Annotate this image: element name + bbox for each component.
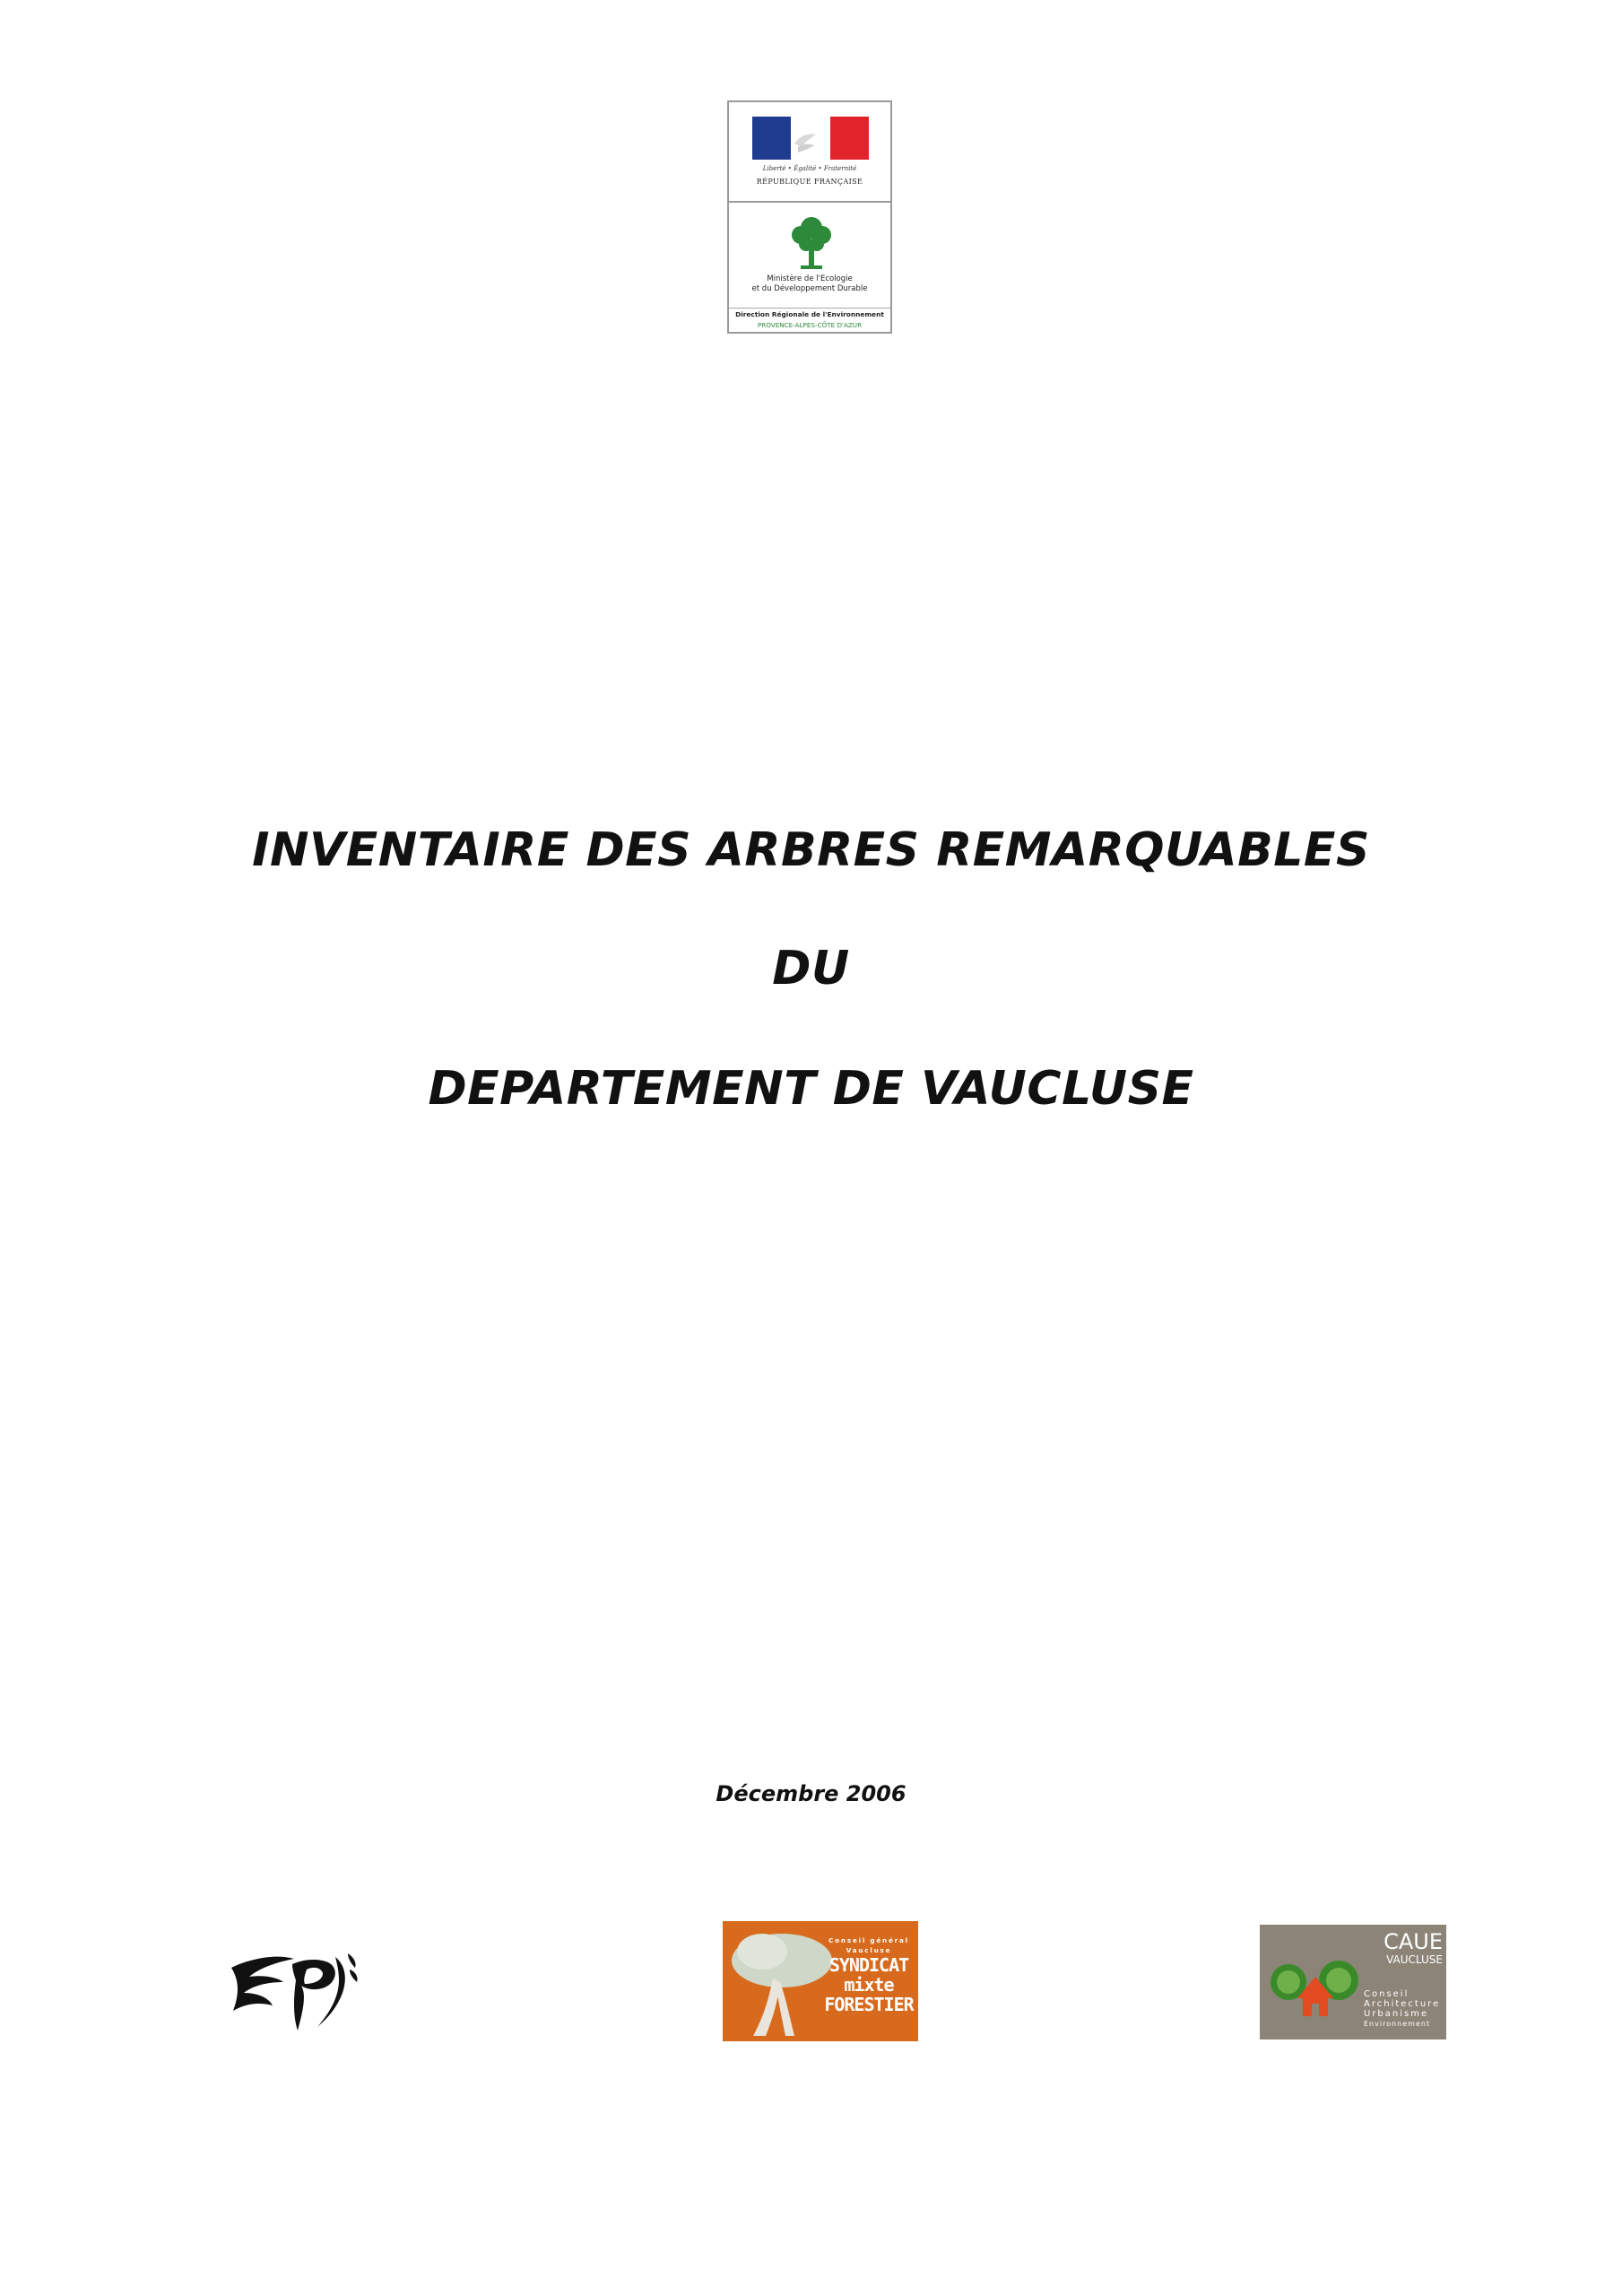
syndicat-name: SYNDICAT mixte FORESTIER (824, 1954, 914, 2015)
ministry-line-2: et du Développement Durable (751, 284, 868, 293)
ministry-line-1: Ministère de l'Ecologie (767, 274, 853, 283)
syndicat-mixte-forestier-logo (723, 1921, 918, 2041)
caue-lines: Conseil Architecture Urbanisme Environnement (1364, 1989, 1441, 2028)
title-line-1: INVENTAIRE DES ARBRES REMARQUABLES (252, 823, 1370, 877)
calligraphic-ep-logo-icon (213, 1941, 366, 2039)
syndicat-small-text: Conseil général Vaucluse (828, 1936, 909, 1954)
document-date: Décembre 2006 (716, 1781, 906, 1806)
republique-francaise-block (729, 102, 890, 203)
caue-sub: VAUCLUSE (1386, 1953, 1443, 1966)
region-label: PROVENCE-ALPES-CÔTE D'AZUR (757, 321, 863, 329)
title-line-3: DEPARTEMENT DE VAUCLUSE (428, 1062, 1194, 1116)
caue-name: CAUE (1383, 1929, 1443, 1954)
tree-icon (786, 212, 837, 271)
title-line-2: DU (772, 942, 850, 996)
motto: Liberté • Égalité • Fraternité (762, 165, 857, 172)
republique-francaise-label: RÉPUBLIQUE FRANÇAISE (756, 178, 863, 186)
ministry-label (729, 274, 890, 294)
french-flag-icon (752, 117, 869, 160)
caue-vaucluse-logo (1260, 1925, 1446, 2039)
direction-label: Direction Régionale de l'Environnement (729, 308, 890, 319)
government-logo (727, 100, 892, 334)
pine-tree-icon (726, 1925, 834, 2038)
